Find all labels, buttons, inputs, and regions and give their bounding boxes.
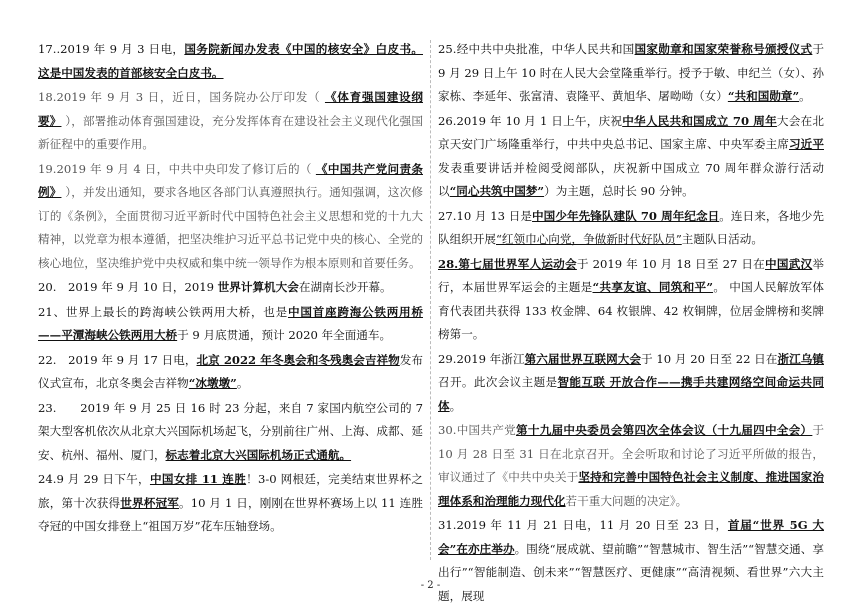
highlight-text: 中国首座跨海公铁两用桥——平潭海峡公铁两用大桥 [38, 304, 423, 342]
body-text: 。连日来，各地少先队组织开展 [438, 208, 824, 246]
page-number: - 2 - [420, 580, 441, 591]
highlight-text: 首届“世界 5G 大会”在亦庄举办 [438, 518, 824, 556]
highlight-text: 28.第七届世界军人运动会 [438, 256, 577, 271]
body-text: 29.2019 年浙江 [438, 351, 525, 366]
body-text: 举行，本届世界军运会的主题是 [438, 256, 824, 294]
body-text: 发表重要讲话并检阅受阅部队，庆祝新中国成立 70 周年群众游行活动以 [438, 160, 824, 198]
news-item [38, 468, 423, 539]
body-text: 于 10 月 20 日至 22 日在 [640, 351, 778, 366]
highlight-text: 国家勋章和国家荣誉称号颁授仪式 [634, 42, 813, 56]
body-text: 25.经中共中央批准，中华人民共和国 [438, 42, 635, 56]
highlight-text: 中华人民共和国成立 70 周年 [622, 113, 777, 128]
highlight-text: 中国武汉 [765, 256, 813, 271]
right-column [438, 38, 824, 609]
left-column [38, 38, 423, 540]
body-text: 19.2019 年 9 月 4 日，中共中央印发了修订后的（ [38, 161, 316, 176]
highlight-text: 坚持和完善中国特色社会主义制度、推进国家治理体系和治理能力现代化 [438, 470, 824, 508]
body-text: 30.中国共产党 [438, 423, 516, 437]
news-item [38, 276, 423, 300]
highlight-text: “冰墩墩” [188, 376, 237, 390]
body-text: 于 9 月 29 日上午 10 时在人民大会堂隆重举行。授予于敏、申纪兰（女）、孙家栋、李延年、张富清、袁隆平、黄旭华、屠呦呦（女） [438, 42, 824, 103]
highlight-text: “共和国勋章” [727, 89, 800, 103]
column-divider [430, 40, 431, 560]
highlight-text: 标志着北京大兴国际机场正式通航。 [165, 447, 352, 462]
news-item [438, 419, 824, 513]
news-item [38, 397, 423, 468]
body-text: “红领巾心向党，争做新时代好队员” [495, 232, 682, 246]
news-item [438, 205, 824, 252]
news-item [38, 158, 423, 276]
highlight-text: 中国女排 11 连胜 [149, 472, 247, 486]
body-text: 于 10 月 28 日至 31 日在北京召开。全会听取和讨论了习近平所做的报告，审议通过了《中共中央关于 [438, 423, 824, 484]
body-text: 27.10 月 13 日是 [438, 208, 533, 223]
body-text: 主题队日活动。 [681, 232, 763, 246]
body-text: 22. 2019 年 9 月 17 日电， [38, 352, 197, 367]
body-text: 于 2019 年 10 月 18 日至 27 日在 [576, 256, 766, 271]
body-text: 18.2019 年 9 月 3 日，近日，国务院办公厅印发（ [38, 90, 325, 104]
news-item [38, 86, 423, 157]
highlight-text: 第十九届中央委员会第四次全体会议（十九届四中全会） [515, 423, 813, 437]
news-item [38, 349, 423, 396]
highlight-text: 世界杯冠军 [120, 495, 180, 510]
highlight-text: 世界计算机大会 [217, 280, 299, 294]
body-text: 。 [799, 89, 811, 103]
body-text: 。 中国人民解放军体育代表团共获得 133 枚金牌、64 枚银牌、42 枚铜牌，位居金牌榜和奖牌榜第一。 [438, 280, 824, 341]
highlight-text: 北京 2022 年冬奥会和冬残奥会吉祥物 [196, 352, 400, 367]
body-text: 23. 2019 年 9 月 25 日 16 时 23 分起，来自 7 家国内航空公司的 7 架大型客机依次从北京大兴国际机场起飞，分别前往广州、上海、成都、延安、杭州、福州、厦门， [38, 400, 423, 462]
news-item [38, 301, 423, 348]
highlight-text: 浙江乌镇 [777, 351, 824, 366]
highlight-text: 第六届世界互联网大会 [524, 351, 641, 366]
body-text: ）为主题，总时长 90 分钟。 [544, 184, 694, 198]
news-item [438, 110, 824, 204]
body-text: 若干重大问题的决定》。 [565, 493, 688, 508]
body-text: 。 [449, 398, 462, 413]
highlight-text: “同心共筑中国梦” [449, 184, 545, 198]
body-text: 。 [236, 376, 249, 390]
body-text: 31.2019 年 11 月 21 日电，11 月 20 日至 23 日， [438, 518, 728, 532]
highlight-text: 《中国共产党问责条例》 [38, 161, 423, 199]
body-text: ！3-0 网根廷，完美结束世界杯之旅，第十次获得 [38, 472, 424, 510]
body-text: 24.9 月 29 日下午， [38, 472, 150, 486]
body-text: 。10 月 1 日，刚刚在世界杯赛场上以 11 连胜夺冠的中国女排登上“祖国万岁”花车压轴登场。 [38, 495, 423, 533]
body-text: 在湖南长沙开幕。 [298, 280, 392, 294]
highlight-text: 国务院新闻办发表《中国的核安全》白皮书。这是中国发表的首部核安全白皮书。 [38, 42, 423, 80]
highlight-text: “共享友谊、同筑和平” [592, 280, 714, 294]
body-text: 21、世界上最长的跨海峡公铁两用大桥，也是 [38, 304, 288, 319]
highlight-text: 习近平 [788, 137, 824, 151]
news-item [38, 38, 423, 85]
body-text: 26.2019 年 10 月 1 日上午，庆祝 [438, 113, 623, 128]
body-text: 于 9 月底贯通，预计 2020 年全面通车。 [177, 328, 392, 342]
highlight-text: 中国少年先锋队建队 70 周年纪念日 [532, 208, 720, 223]
news-item [438, 38, 824, 109]
body-text: 20. 2019 年 9 月 10 日，2019 [38, 280, 218, 294]
body-text: 。围绕“展成就、望前瞻”“智慧城市、智生活”“智慧交通、享出行”“智能制造、创未来”“智慧医疗、更健康”“高清视频、看世界”六大主题，展现 [438, 541, 825, 603]
body-text: ），部署推动体育强国建设，充分发挥体育在建设社会主义现代化强国新征程中的重要作用。 [38, 113, 423, 151]
highlight-text: 智能互联 开放合作——携手共建网络空间命运共同体 [438, 375, 824, 413]
body-text: 大会在北京天安门广场隆重举行，中共中央总书记、国家主席、中央军委主席 [438, 113, 824, 151]
news-item [438, 253, 824, 347]
highlight-text: 《体育强国建设纲要》 [38, 90, 423, 128]
body-text: 召开。此次会议主题是 [438, 375, 558, 389]
news-item [438, 348, 824, 419]
body-text: 发布仪式宣布，北京冬奥会吉祥物 [38, 352, 423, 390]
body-text: 17..2019 年 9 月 3 日电， [38, 42, 185, 56]
body-text: ），并发出通知，要求各地区各部门认真遵照执行。通知强调，这次修订的《条例》，全面贯彻习近平新时代中国特色社会主义思想和党的十九大精神，以党章为根本遵循，把坚决维护习近平总书记党中央的核心、全党的核心地位，坚决维护党中央权威和集中统一领导作为根本原则和首要任务。 [38, 185, 423, 270]
news-item [438, 514, 824, 608]
